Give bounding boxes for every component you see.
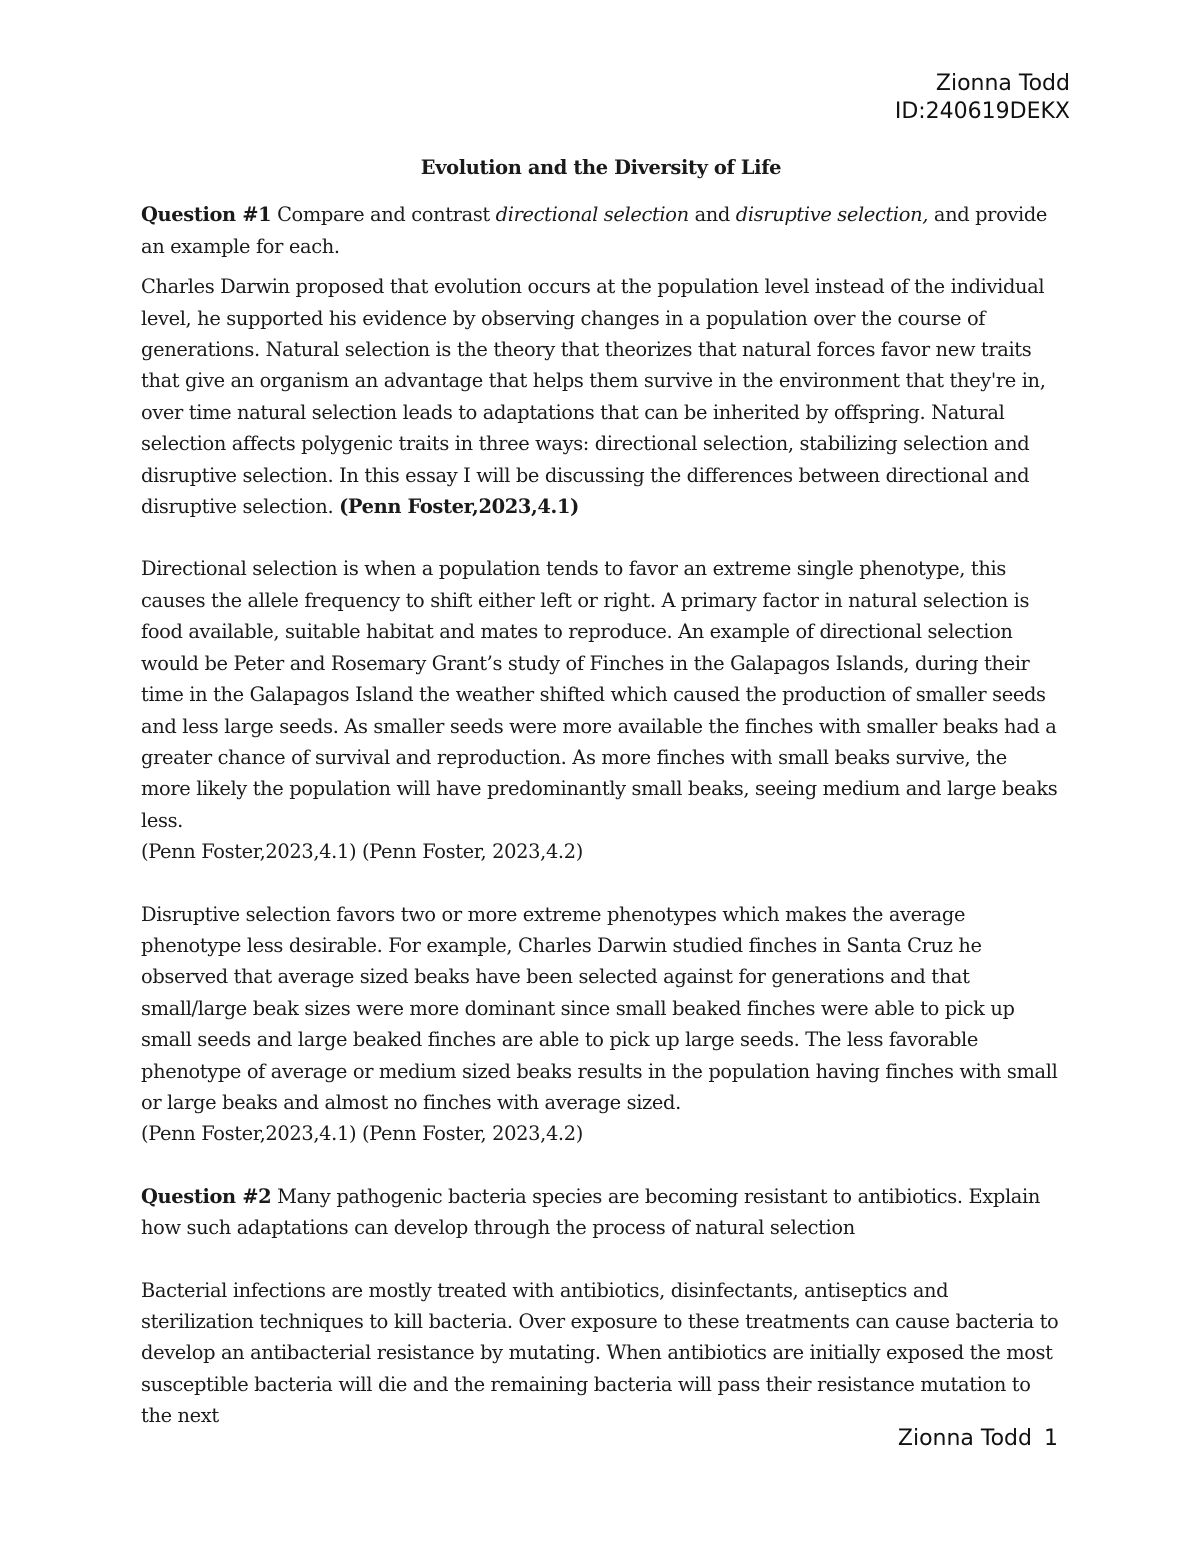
author-name: Zionna Todd [935,71,1070,96]
question-1-text-a: Compare and contrast [271,203,496,227]
question-1-text-c: and provide an example for each. [141,203,1048,258]
intro-citation: (Penn Foster,2023,4.1) [339,495,579,519]
bacteria-paragraph: Bacterial infections are mostly treated with antibiotics, disinfectants, antiseptics and sterilization techniques to kill bacteria. Over exposure to these treatments can cause bacteria to develop an antibacterial resistance by mutating. When antibiotics are initially exposed the most susceptible bacteria will die and the remaining bacteria will pass their resistance mutation to the next [141,1278,1059,1428]
student-id: ID:240619DEKX [894,99,1070,124]
directional-citation: (Penn Foster,2023,4.1) (Penn Foster, 2023,4.2) [141,840,583,864]
question-2-text: Many pathogenic bacteria species are becoming resistant to antibiotics. Explain how such adaptations can develop through the process of natural selection [141,1184,1040,1240]
disruptive-paragraph [141,899,1061,1150]
document-title: Evolution and the Diversity of Life [420,156,782,179]
page-number: 1 [1044,1426,1058,1451]
page-header [895,70,1070,126]
intro-text: Charles Darwin proposed that evolution occurs at the population level instead of the individual level, he supported his evidence by observing changes in a population over the course of generations. Natural selection is the theory that theorizes that natural forces favor new traits that give an organism an advantage that helps them survive in the environment that they're in, over time natural selection leads to adaptations that can be inherited by offspring. Natural selection affects polygenic traits in three ways: directional selection, stabilizing selection and disruptive selection. In this essay I will be discussing the differences between directional and disruptive selection. [141,275,1046,519]
document-body [141,152,1061,1432]
question-1-term-disruptive: disruptive selection, [735,203,929,227]
disruptive-citation: (Penn Foster,2023,4.1) (Penn Foster, 2023,4.2) [141,1122,583,1146]
question-1-label: Question #1 [141,203,272,227]
question-1-text-b: and [688,203,736,227]
question-1 [141,199,1061,262]
disruptive-text: Disruptive selection favors two or more extreme phenotypes which makes the average phenotype less desirable. For example, Charles Darwin studied finches in Santa Cruz he observed that average sized beaks have been selected against for generations and that small/large beak sizes were more dominant since small beaked finches were able to pick up small seeds and large beaked finches are able to pick up large seeds. The less favorable phenotype of average or medium sized beaks results in the population having finches with small or large beaks and almost no finches with average sized. [141,902,1058,1114]
question-1-term-directional: directional selection [495,203,689,227]
directional-text: Directional selection is when a population tends to favor an extreme single phenotype, this causes the allele frequency to shift either left or right. A primary factor in natural selection is food available, suitable habitat and mates to reproduce. An example of directional selection would be Peter and Rosemary Grant’s study of Finches in the Galapagos Islands, during their time in the Galapagos Island the weather shifted which caused the production of smaller seeds and less large seeds. As smaller seeds were more available the finches with smaller beaks had a greater chance of survival and reproduction. As more finches with small beaks survive, the more likely the population will have predominantly small beaks, seeing medium and large beaks less. [141,557,1058,832]
footer-author-name: Zionna Todd [897,1426,1032,1451]
page-footer [898,1425,1058,1453]
question-2 [141,1181,1061,1244]
question-2-label: Question #2 [141,1184,272,1208]
directional-paragraph [141,553,1061,867]
intro-paragraph [141,271,1061,522]
